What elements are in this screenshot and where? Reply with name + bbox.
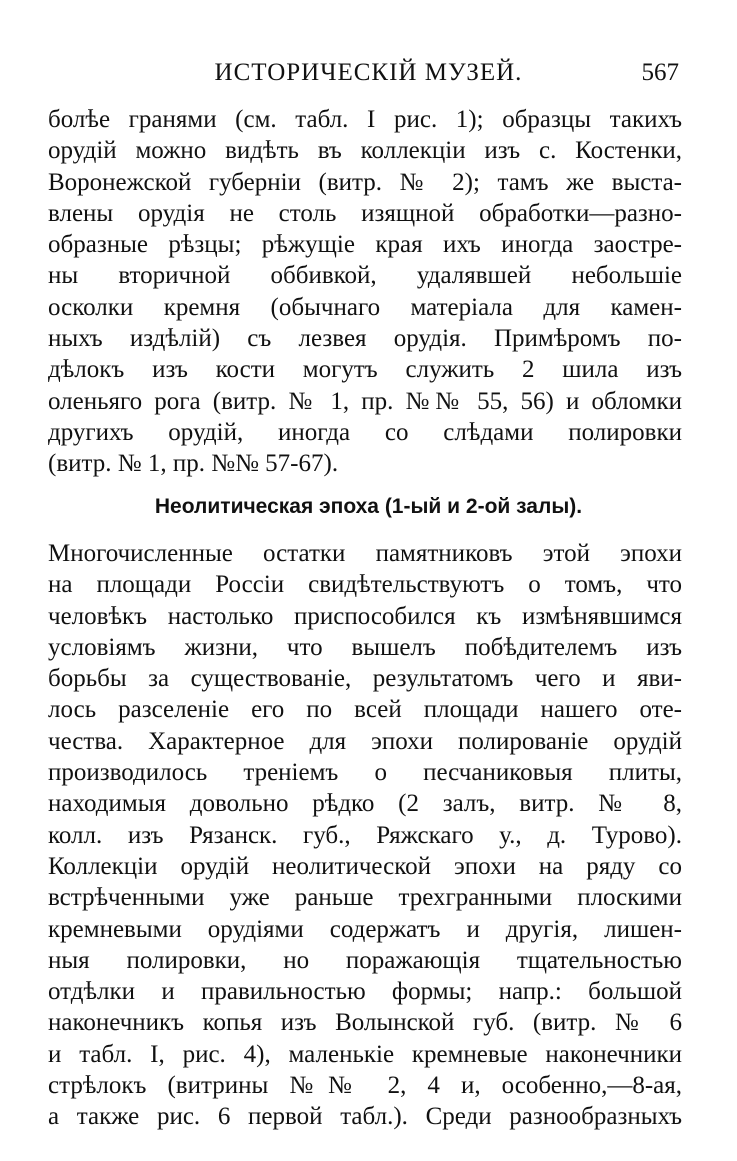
paragraph-line: чества. Характерное для эпохи полированіе орудій	[48, 727, 682, 755]
section-heading: Неолитическая эпоха (1-ый и 2-ой залы).	[154, 495, 583, 518]
paragraph-2	[48, 538, 682, 1133]
paragraph-line: колл. изъ Рязанск. губ., Ряжскаго у., д. Турово).	[48, 821, 682, 849]
paragraph-line: условіямъ жизни, что вышелъ побѣдителемъ изъ	[48, 633, 682, 661]
paragraph-line: и табл. I, рис. 4), маленькіе кремневые наконечники	[48, 1040, 682, 1068]
paragraph-line: наконечникъ копья изъ Волынской губ. (витр. № 6	[48, 1009, 682, 1037]
paragraph-line: Многочисленные остатки памятниковъ этой эпохи	[48, 540, 682, 567]
paragraph-line: другихъ орудій, иногда со слѣдами полировки	[48, 418, 682, 446]
paragraph-line: борьбы за существованіе, результатомъ чего и яви-	[48, 665, 682, 693]
paragraph-line: болѣе гранями (см. табл. I рис. 1); образцы такихъ	[48, 106, 682, 133]
page-number: 567	[641, 59, 679, 86]
paragraph-line: производилось треніемъ о песчаниковыя плиты,	[48, 759, 682, 787]
paragraph-line: а также рис. 6 первой табл.). Среди разнообразныхъ	[48, 1103, 682, 1131]
paragraph-line: Коллекціи орудій неолитической эпохи на ряду со	[48, 852, 682, 880]
paragraph-line: человѣкъ настолько приспособился къ измѣнявшимся	[48, 602, 682, 630]
paragraph-line: кремневыми орудіями содержатъ и другія, лишен-	[48, 915, 682, 943]
paragraph-line: Воронежской губерніи (витр. № 2); тамъ же выста-	[48, 168, 682, 196]
paragraph-line: ныхъ издѣлій) съ лезвея орудія. Примѣромъ по-	[48, 325, 682, 353]
paragraph-line: на площади Россіи свидѣтельствуютъ о томъ, что	[48, 571, 682, 599]
paragraph-line: стрѣлокъ (витрины №№ 2, 4 и, особенно,—8-ая,	[48, 1072, 682, 1100]
running-head	[0, 56, 737, 90]
paragraph-line: осколки кремня (обычнаго матеріала для камен-	[48, 293, 682, 321]
paragraph-line: встрѣченными уже раньше трехгранными плоскими	[48, 884, 682, 912]
paragraph-line: оленьяго рога (витр. № 1, пр. №№ 55, 56) и обломки	[48, 387, 682, 415]
paragraph-line: ны вторичной оббивкой, удалявшей небольшіе	[48, 262, 682, 290]
paragraph-line: образные рѣзцы; рѣжущіе края ихъ иногда заостре-	[48, 231, 682, 259]
paragraph-line: влены орудія не столь изящной обработки—разно-	[48, 199, 682, 227]
paragraph-line: дѣлокъ изъ кости могутъ служить 2 шила изъ	[48, 356, 682, 384]
paragraph-line: отдѣлки и правильностью формы; напр.: большой	[48, 978, 682, 1006]
paragraph-line: (витр. № 1, пр. №№ 57-67).	[48, 450, 339, 478]
paragraph-1	[48, 104, 682, 480]
paragraph-line: лось разселеніе его по всей площади нашего оте-	[48, 696, 682, 724]
paragraph-line: ныя полировки, но поражающія тщательностью	[48, 946, 682, 974]
running-title: ИСТОРИЧЕСКІЙ МУЗЕЙ.	[214, 59, 523, 86]
paragraph-line: орудій можно видѣть въ коллекціи изъ с. Костенки,	[48, 137, 682, 165]
paragraph-line: находимыя довольно рѣдко (2 залъ, витр. № 8,	[48, 790, 682, 818]
